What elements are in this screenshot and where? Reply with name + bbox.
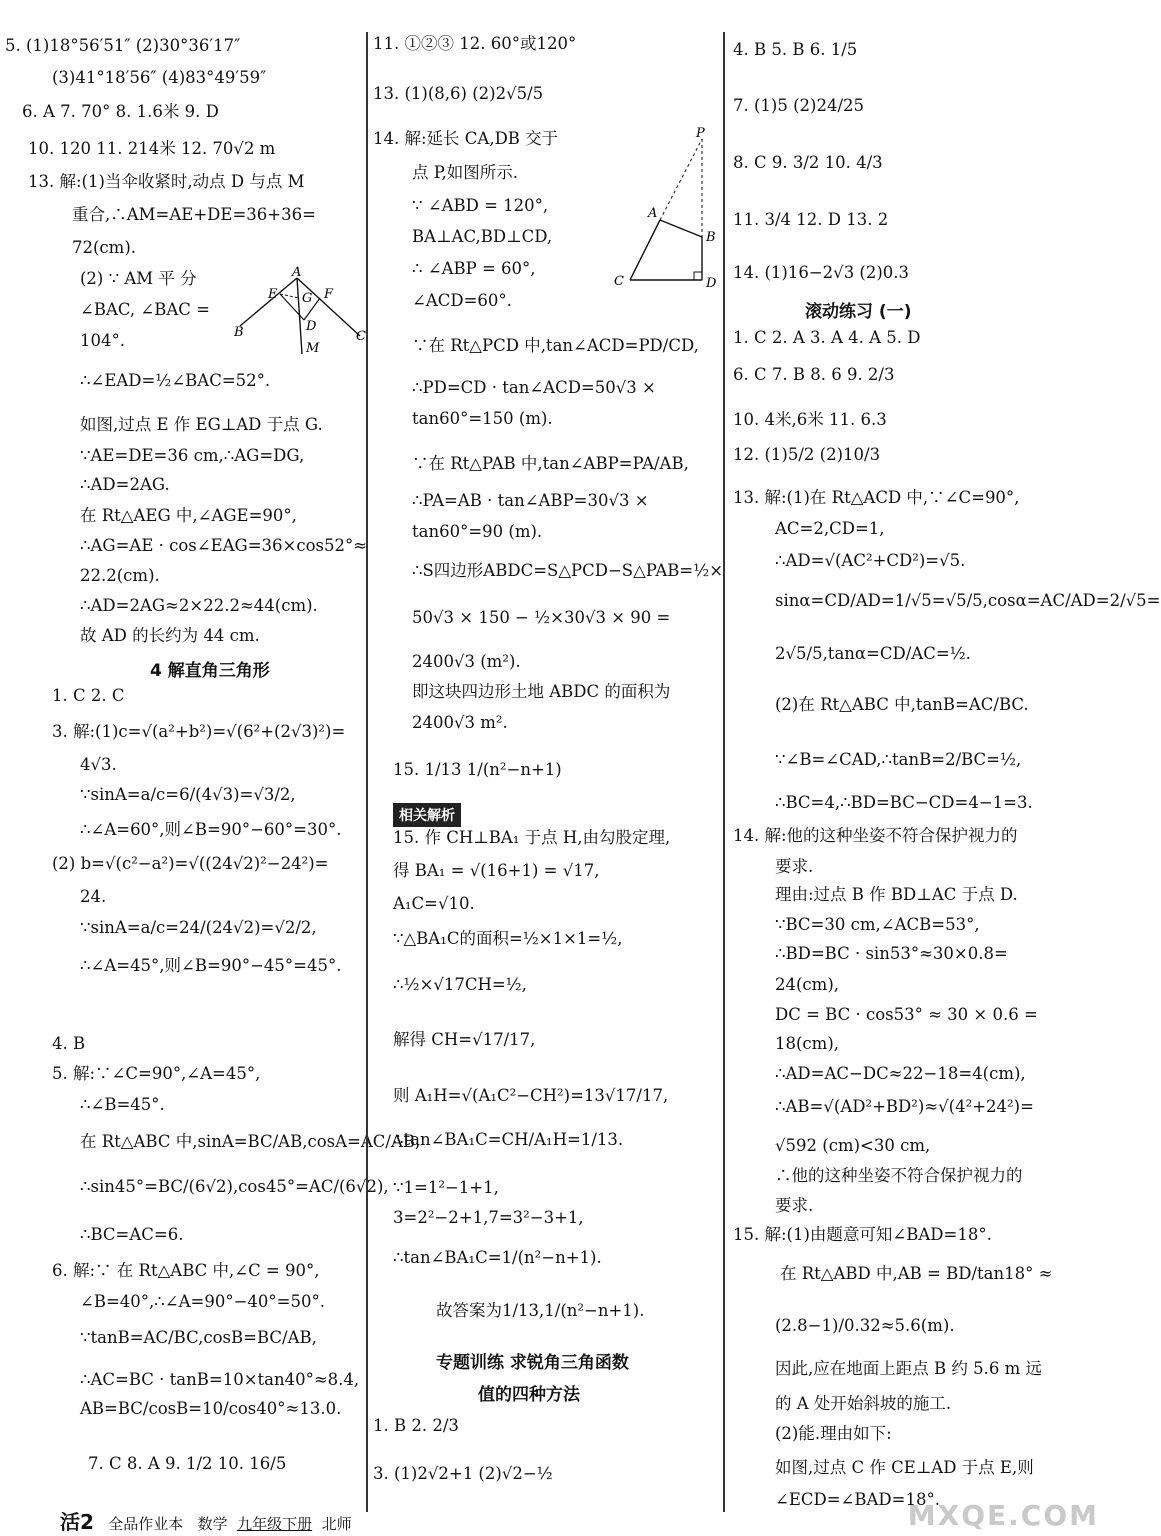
answer-line: 24.	[80, 887, 107, 906]
section-heading: 滚动练习 (一)	[805, 302, 912, 322]
answer-line: 在 Rt△AEG 中,∠AGE=90°,	[80, 506, 297, 525]
answer-line: 点 P,如图所示.	[412, 163, 518, 182]
fig-label: E	[268, 287, 278, 302]
answer-line: (2)在 Rt△ABC 中,tanB=AC/BC.	[775, 695, 1029, 714]
answer-line: tan60°=150 (m).	[412, 409, 553, 428]
answer-line: ∴BC=4,∴BD=BC−CD=4−1=3.	[775, 793, 1033, 812]
answer-line: 要求.	[775, 857, 814, 876]
answer-line: 14. (1)16−2√3 (2)0.3	[733, 263, 910, 282]
answer-line: 如图,过点 C 作 CE⊥AD 于点 E,则	[775, 1458, 1034, 1477]
answer-line: (2.8−1)/0.32≈5.6(m).	[775, 1316, 955, 1335]
answer-line: 8. C 9. 3/2 10. 4/3	[733, 153, 883, 172]
answer-line: 50√3 × 150 − ½×30√3 × 90 =	[412, 608, 671, 627]
answer-line: 2400√3 (m²).	[412, 652, 521, 671]
answer-line: ∠ECD=∠BAD=18°.	[775, 1490, 940, 1509]
answer-line: 7. (1)5 (2)24/25	[733, 96, 865, 115]
book-name: 全品作业本	[108, 1515, 184, 1533]
answer-line: 14. 解:他的这种坐姿不符合保护视力的	[733, 826, 1018, 845]
umbrella-figure	[232, 265, 372, 358]
answer-line: ∴AD=AC−DC≈22−18=4(cm),	[775, 1064, 1026, 1083]
answer-line: 15. 解:(1)由题意可知∠BAD=18°.	[733, 1225, 992, 1244]
answer-line: ∴PA=AB · tan∠ABP=30√3 ×	[412, 491, 649, 510]
answer-line: 18(cm),	[775, 1034, 840, 1053]
answer-line: ∴tan∠BA₁C=1/(n²−n+1).	[393, 1248, 602, 1267]
answer-line: 10. 120 11. 214米 12. 70√2 m	[28, 139, 276, 158]
answer-line: 重合,∴AM=AE+DE=36+36=	[72, 205, 316, 224]
answer-line: ∴sin45°=BC/(6√2),cos45°=AC/(6√2),	[80, 1177, 389, 1196]
fig-label: C	[614, 274, 624, 289]
answer-line: ∵sinA=a/c=6/(4√3)=√3/2,	[80, 785, 296, 804]
page-number: 活2	[60, 1510, 94, 1534]
answer-line: ∵ ∠ABD = 120°,	[412, 196, 549, 215]
answer-line: ∴AC=BC · tanB=10×tan40°≈8.4,	[80, 1370, 360, 1389]
answer-line: 13. 解:(1)在 Rt△ACD 中,∵∠C=90°,	[733, 488, 1020, 507]
answer-line: 则 A₁H=√(A₁C²−CH²)=13√17/17,	[393, 1086, 669, 1105]
answer-line: ∵AE=DE=36 cm,∴AG=DG,	[80, 446, 305, 465]
answer-line: 4√3.	[80, 755, 117, 774]
answer-column-3	[725, 0, 1161, 1536]
answer-line: 24(cm),	[775, 975, 840, 994]
grade: 九年级下册	[237, 1515, 313, 1533]
fig-label: D	[706, 276, 717, 291]
answer-line: ∵sinA=a/c=24/(24√2)=√2/2,	[80, 918, 317, 937]
answer-line: 要求.	[775, 1196, 814, 1215]
answer-line: ∴½×√17CH=½,	[393, 975, 527, 994]
answer-line: ∵1=1²−1+1,	[393, 1178, 499, 1197]
fig-label: P	[696, 126, 705, 141]
answer-line: 5. 解:∵∠C=90°,∠A=45°,	[52, 1064, 261, 1083]
section-heading: 4 解直角三角形	[150, 661, 270, 681]
section-tag: 相关解析	[393, 803, 461, 827]
answer-line: (2) ∵ AM 平 分	[80, 269, 197, 288]
page-footer	[60, 1506, 352, 1535]
answer-line: AC=2,CD=1,	[775, 519, 885, 538]
answer-line: 理由:过点 B 作 BD⊥AC 于点 D.	[775, 885, 1018, 904]
answer-line: 在 Rt△ABD 中,AB = BD/tan18° ≈	[780, 1264, 1053, 1283]
answer-line: ∴tan∠BA₁C=CH/A₁H=1/13.	[393, 1130, 624, 1149]
fig-label: G	[302, 291, 313, 306]
fig-label: C	[356, 329, 366, 344]
answer-line: 22.2(cm).	[80, 566, 160, 585]
answer-line: 72(cm).	[72, 238, 137, 257]
answer-line: 因此,应在地面上距点 B 约 5.6 m 远	[775, 1359, 1042, 1378]
answer-line: A₁C=√10.	[393, 894, 475, 913]
answer-line: 4. B 5. B 6. 1/5	[733, 40, 858, 59]
fig-label: M	[306, 341, 320, 356]
fig-label: A	[648, 206, 658, 221]
answer-line: 2√5/5,tanα=CD/AC=½.	[775, 644, 971, 663]
answer-line: 即这块四边形土地 ABDC 的面积为	[412, 682, 671, 701]
watermark: MXQE.COM	[907, 1499, 1099, 1532]
answer-line: 6. C 7. B 8. 6 9. 2/3	[733, 365, 895, 384]
answer-line: 故 AD 的长约为 44 cm.	[80, 626, 260, 645]
answer-line: ∴PD=CD · tan∠ACD=50√3 ×	[412, 378, 656, 397]
answer-line: 104°.	[80, 331, 125, 350]
answer-line: (2)能.理由如下:	[775, 1424, 892, 1443]
answer-line: tan60°=90 (m).	[412, 522, 543, 541]
quadrilateral-figure	[610, 125, 720, 290]
answer-line: ∴∠A=45°,则∠B=90°−45°=45°.	[80, 956, 342, 975]
answer-line: AB=BC/cosB=10/cos40°≈13.0.	[80, 1399, 342, 1418]
answer-line: ∵在 Rt△PAB 中,tan∠ABP=PA/AB,	[412, 454, 689, 473]
answer-line: 10. 4米,6米 11. 6.3	[733, 410, 887, 429]
answer-line: 14. 解:延长 CA,DB 交于	[373, 129, 559, 148]
answer-line: 如图,过点 E 作 EG⊥AD 于点 G.	[80, 415, 323, 434]
answer-line: 得 BA₁ = √(16+1) = √17,	[393, 861, 600, 880]
answer-line: 11. ①②③ 12. 60°或120°	[373, 34, 577, 53]
subject: 数学	[197, 1515, 228, 1533]
answer-line: ∴∠A=60°,则∠B=90°−60°=30°.	[80, 820, 342, 839]
answer-line: 15. 1/13 1/(n²−n+1)	[393, 760, 562, 779]
answer-line: 3. (1)2√2+1 (2)√2−½	[373, 1464, 553, 1483]
fig-label: B	[234, 325, 244, 340]
answer-line: ∵∠B=∠CAD,∴tanB=2/BC=½,	[775, 750, 1022, 769]
answer-line: ∵tanB=AC/BC,cosB=BC/AB,	[80, 1328, 317, 1347]
answer-line: 5. (1)18°56′51″ (2)30°36′17″	[5, 36, 241, 55]
answer-line: 12. (1)5/2 (2)10/3	[733, 445, 881, 464]
answer-line: (3)41°18′56″ (4)83°49′59″	[52, 68, 267, 87]
fig-label: A	[292, 265, 302, 280]
answer-line: 13. 解:(1)当伞收紧时,动点 D 与点 M	[28, 172, 305, 191]
answer-line: ∴∠B=45°.	[80, 1095, 165, 1114]
answer-line: 的 A 处开始斜坡的施工.	[775, 1394, 952, 1413]
answer-line: ∴S四边形ABDC=S△PCD−S△PAB=½×	[412, 561, 724, 580]
answer-line: 11. 3/4 12. D 13. 2	[733, 210, 889, 229]
answer-line: ∴他的这种坐姿不符合保护视力的	[775, 1166, 1023, 1185]
answer-line: 1. C 2. A 3. A 4. A 5. D	[733, 328, 921, 347]
answer-line: DC = BC · cos53° ≈ 30 × 0.6 =	[775, 1005, 1038, 1024]
answer-line: 3=2²−2+1,7=3²−3+1,	[393, 1208, 584, 1227]
answer-line: ∴BC=AC=6.	[80, 1225, 184, 1244]
answer-line: ∠B=40°,∴∠A=90°−40°=50°.	[80, 1292, 325, 1311]
section-heading: 专题训练 求锐角三角函数	[436, 1353, 629, 1373]
answer-line: ∠ACD=60°.	[412, 291, 512, 310]
answer-line: ∴BD=BC · sin53°≈30×0.8=	[775, 944, 1008, 963]
answer-line: 2400√3 m².	[412, 713, 508, 732]
answer-line: ∵在 Rt△PCD 中,tan∠ACD=PD/CD,	[412, 336, 699, 355]
fig-label: D	[306, 319, 317, 334]
answer-line: 1. B 2. 2/3	[373, 1416, 459, 1435]
answer-line: (2) b=√(c²−a²)=√((24√2)²−24²)=	[52, 854, 329, 873]
answer-line: sinα=CD/AD=1/√5=√5/5,cosα=AC/AD=2/√5=	[775, 591, 1161, 610]
answer-line: 在 Rt△ABC 中,sinA=BC/AB,cosA=AC/AB,	[80, 1132, 421, 1151]
answer-line: 故答案为1/13,1/(n²−n+1).	[436, 1301, 645, 1320]
answer-line: ∴∠EAD=½∠BAC=52°.	[80, 371, 271, 390]
edition: 北师	[321, 1515, 352, 1533]
answer-line: 15. 作 CH⊥BA₁ 于点 H,由勾股定理,	[393, 828, 671, 847]
answer-line: ∴AD=√(AC²+CD²)=√5.	[775, 551, 966, 570]
answer-line: 6. A 7. 70° 8. 1.6米 9. D	[22, 102, 219, 121]
answer-line: 3. 解:(1)c=√(a²+b²)=√(6²+(2√3)²)=	[52, 722, 346, 741]
section-heading: 值的四种方法	[478, 1385, 580, 1405]
fig-label: B	[706, 230, 716, 245]
answer-line: 4. B	[52, 1034, 86, 1053]
answer-line: 7. C 8. A 9. 1/2 10. 16/5	[88, 1454, 287, 1473]
answer-line: ∵BC=30 cm,∠ACB=53°,	[775, 915, 980, 934]
answer-line: ∴ ∠ABP = 60°,	[412, 259, 536, 278]
answer-line: ∵△BA₁C的面积=½×1×1=½,	[393, 929, 623, 948]
answer-line: √592 (cm)<30 cm,	[775, 1136, 931, 1155]
answer-line: ∠BAC, ∠BAC =	[80, 300, 210, 319]
answer-line: 解得 CH=√17/17,	[393, 1030, 536, 1049]
answer-line: BA⊥AC,BD⊥CD,	[412, 227, 553, 246]
answer-line: ∴AD=2AG≈2×22.2≈44(cm).	[80, 596, 318, 615]
answer-line: 6. 解:∵ 在 Rt△ABC 中,∠C = 90°,	[52, 1261, 320, 1280]
answer-line: ∴AD=2AG.	[80, 475, 170, 494]
fig-label: F	[324, 287, 334, 302]
answer-line: 1. C 2. C	[52, 686, 125, 705]
answer-line: ∴AB=√(AD²+BD²)≈√(4²+24²)=	[775, 1097, 1034, 1116]
answer-line: 13. (1)(8,6) (2)2√5/5	[373, 84, 544, 103]
answer-line: ∴AG=AE · cos∠EAG=36×cos52°≈	[80, 536, 368, 555]
